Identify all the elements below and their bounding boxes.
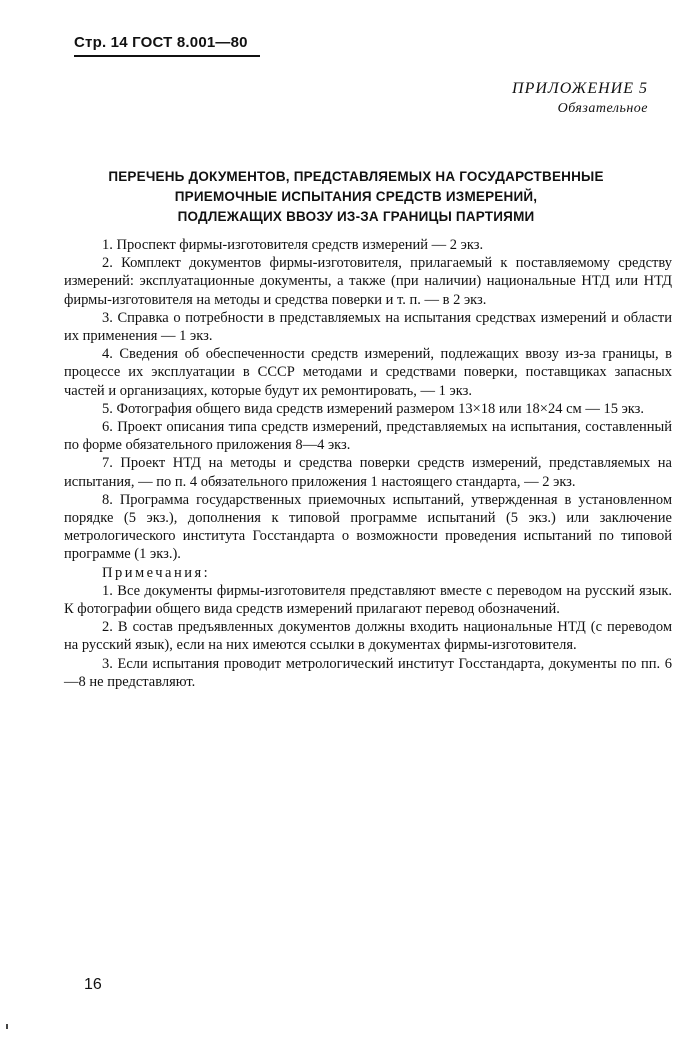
list-item: 4. Сведения об обеспеченности средств измерений, подлежащих ввозу из-за границы, в процессе их эксплуатации в СССР методами и средствами поверки, поставщиках запасных частей и организациях, которые будут их ремонтировать, — 1 экз. xyxy=(64,346,672,399)
header-rule xyxy=(74,55,260,57)
list-item: 7. Проект НТД на методы и средства поверки средств измерений, представляемых на испытания, — по п. 4 обязательного приложения 1 настоящего стандарта, — 2 экз. xyxy=(64,455,672,490)
document-body xyxy=(64,236,672,691)
running-head: Стр. 14 ГОСТ 8.001—80 xyxy=(74,34,248,51)
note-item: 3. Если испытания проводит метрологический институт Госстандарта, документы по пп. 6—8 не представляют. xyxy=(64,655,672,690)
notes-heading: Примечания: xyxy=(102,564,211,581)
title-line: ПРИЕМОЧНЫЕ ИСПЫТАНИЯ СРЕДСТВ ИЗМЕРЕНИЙ, xyxy=(174,189,538,204)
list-item: 1. Проспект фирмы-изготовителя средств измерений — 2 экз. xyxy=(102,237,484,253)
title-line: ПЕРЕЧЕНЬ ДОКУМЕНТОВ, ПРЕДСТАВЛЯЕМЫХ НА ГОСУДАРСТВЕННЫЕ xyxy=(108,169,604,184)
appendix-title: ПРИЛОЖЕНИЕ 5 xyxy=(512,80,648,97)
list-item: 5. Фотография общего вида средств измерений размером 13×18 или 18×24 см — 15 экз. xyxy=(102,400,645,417)
document-title xyxy=(96,167,616,227)
scan-mark xyxy=(6,1024,8,1029)
appendix-status: Обязательное xyxy=(557,101,648,116)
list-item: 3. Справка о потребности в представляемых на испытания средствах измерений и области их применения — 1 экз. xyxy=(64,309,672,345)
note-item: 2. В состав предъявленных документов должны входить национальные НТД (с переводом на русский язык), если на них имеются ссылки в документах фирмы-изготовителя. xyxy=(64,619,672,654)
title-line: ПОДЛЕЖАЩИХ ВВОЗУ ИЗ-ЗА ГРАНИЦЫ ПАРТИЯМИ xyxy=(177,209,535,224)
list-item: 8. Программа государственных приемочных испытаний, утвержденная в установленном порядке (5 экз.), дополнения к типовой программе испытаний (5 экз.) или заключение метрологического института Госстандарта о возможности проведения испытаний по типовой программе (1 экз.). xyxy=(64,491,672,563)
appendix-label xyxy=(512,79,648,119)
page-number: 16 xyxy=(84,976,102,993)
list-item: 6. Проект описания типа средств измерений, представляемых на испытания, составленный по форме обязательного приложения 8—4 экз. xyxy=(64,419,672,454)
list-item: 2. Комплект документов фирмы-изготовителя, прилагаемый к поставляемому средству измерений: эксплуатационные документы, а также (при наличии) национальные НТД или НТД фирмы-изготовителя на методы и средства поверки и т. п. — в 2 экз. xyxy=(64,255,672,308)
note-item: 1. Все документы фирмы-изготовителя представляют вместе с переводом на русский язык. К фотографии общего вида средств измерений прилагают перевод обозначений. xyxy=(64,582,672,618)
